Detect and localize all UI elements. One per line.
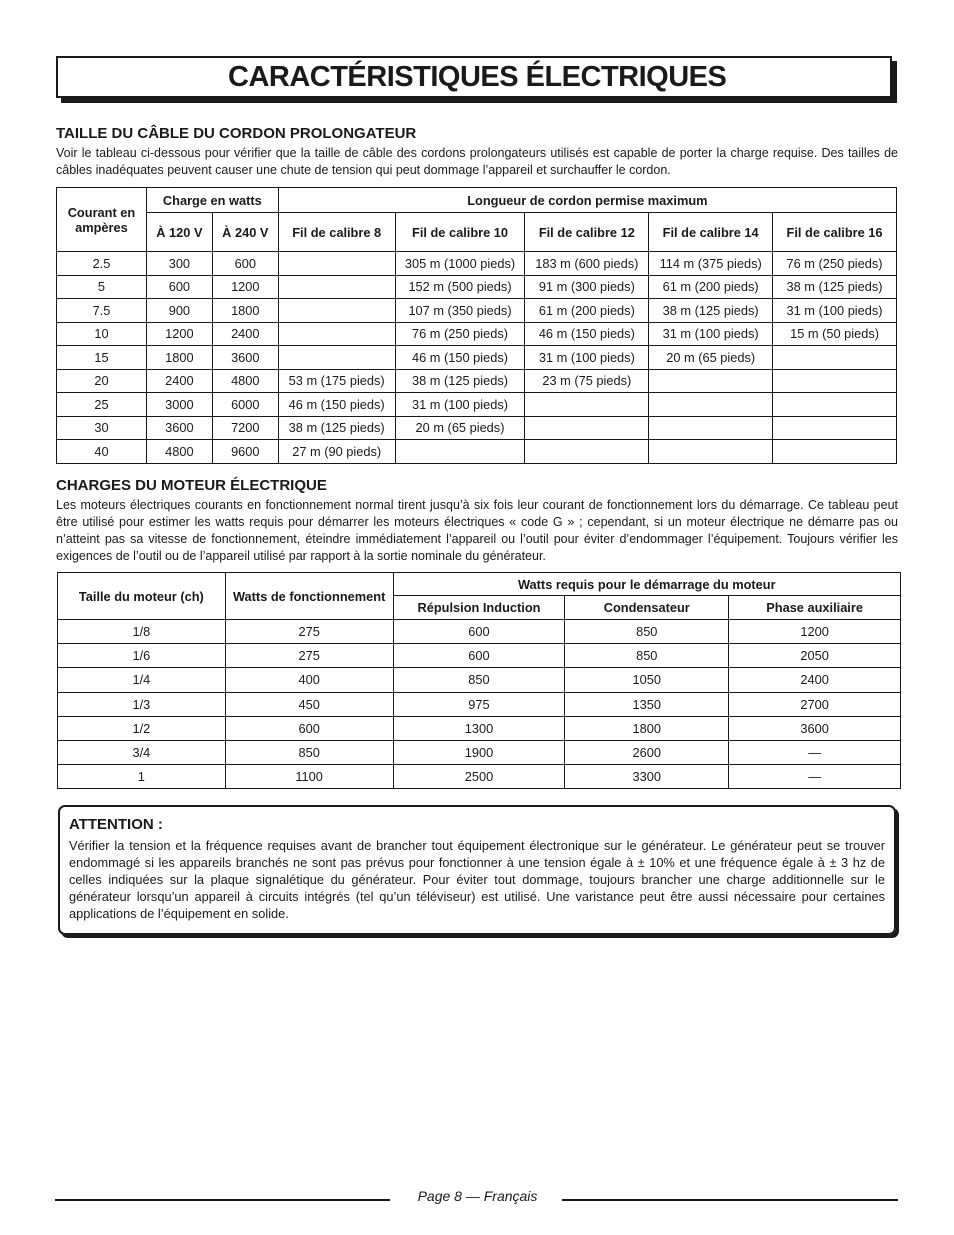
table-cell: 2400: [146, 369, 212, 393]
table-cell: 46 m (150 pieds): [278, 393, 395, 417]
table-cell: 1800: [565, 716, 729, 740]
cord-heading: TAILLE DU CÂBLE DU CORDON PROLONGATEUR: [56, 125, 417, 142]
table-cell: 850: [225, 740, 393, 764]
header-length: Longueur de cordon permise maximum: [278, 188, 896, 213]
table-cell: —: [729, 740, 901, 764]
table-cell: —: [729, 765, 901, 789]
table-cell: [525, 440, 649, 464]
table-row: [58, 765, 901, 789]
table-row: [57, 252, 897, 276]
table-cell: 31 m (100 pieds): [395, 393, 525, 417]
header-gauge-10: Fil de calibre 10: [395, 213, 525, 252]
table-cell: 1/8: [58, 620, 226, 644]
table-cell: 76 m (250 pieds): [773, 252, 897, 276]
header-motor-size: Taille du moteur (ch): [58, 573, 226, 620]
table-row: [57, 322, 897, 346]
table-cell: 23 m (75 pieds): [525, 369, 649, 393]
header-repulsion: Répulsion Induction: [393, 596, 565, 620]
table-cell: 1200: [729, 620, 901, 644]
table-cell: 61 m (200 pieds): [649, 275, 773, 299]
table-cell: 31 m (100 pieds): [773, 299, 897, 323]
table-cell: 600: [146, 275, 212, 299]
table-cell: 10: [57, 322, 147, 346]
table-cell: 600: [212, 252, 278, 276]
table-cell: 9600: [212, 440, 278, 464]
attention-box: [58, 805, 896, 935]
table-row: [58, 692, 901, 716]
cord-intro: Voir le tableau ci-dessous pour vérifier que la taille de câble des cordons prolongateurs utilisés est capable de porter la charge requise. Des tailles de câbles inadéquates peuvent causer une chute de tension qui peut dommage l’appareil et surchauffer le cordon.: [56, 146, 898, 177]
table-cell: 30: [57, 416, 147, 440]
table-cell: [525, 416, 649, 440]
table-cell: 5: [57, 275, 147, 299]
table-cell: 4800: [212, 369, 278, 393]
table-cell: 1350: [565, 692, 729, 716]
table-cell: 20 m (65 pieds): [395, 416, 525, 440]
table-cell: 15: [57, 346, 147, 370]
table-cell: [649, 393, 773, 417]
table-row: [57, 393, 897, 417]
footer-rule-right: [562, 1199, 898, 1201]
table-cell: 46 m (150 pieds): [525, 322, 649, 346]
header-amps: Courant en ampères: [57, 188, 147, 252]
table-cell: 27 m (90 pieds): [278, 440, 395, 464]
table-cell: 7.5: [57, 299, 147, 323]
table-cell: 76 m (250 pieds): [395, 322, 525, 346]
table-cell: 1/4: [58, 668, 226, 692]
table-cell: 275: [225, 620, 393, 644]
table-cell: [649, 440, 773, 464]
attention-text: Vérifier la tension et la fréquence requises avant de brancher tout équipement électronique sur le générateur. Le générateur peut se trouver endommagé si les appareils branchés ne sont pas prévus pour fonctionner à une tension égale à ± 10% et une fréquence égale à ± 3 hz de celles indiquées sur la plaque signalétique du générateur. Pour éviter tout dommage, toujours brancher une charge additionnelle sur le générateur lorsqu’un appareil à circuits intégrés (tel qu’un téléviseur) est utilisé. Une varistance peut être aussi nécessaire pour certaines applications de l’équipement en solide.: [69, 838, 885, 921]
table-row: [58, 740, 901, 764]
table-cell: [649, 416, 773, 440]
header-split-phase: Phase auxiliaire: [729, 596, 901, 620]
table-cell: 1/6: [58, 644, 226, 668]
table-cell: 900: [146, 299, 212, 323]
table-cell: 7200: [212, 416, 278, 440]
table-row: [57, 416, 897, 440]
page-footer: Page 8 — Français: [417, 1188, 538, 1204]
table-cell: 40: [57, 440, 147, 464]
table-cell: 3600: [212, 346, 278, 370]
table-cell: [773, 346, 897, 370]
table-cell: 400: [225, 668, 393, 692]
table-cell: 600: [225, 716, 393, 740]
table-cell: 46 m (150 pieds): [395, 346, 525, 370]
table-cell: 91 m (300 pieds): [525, 275, 649, 299]
table-cell: 3600: [729, 716, 901, 740]
table-cell: 3/4: [58, 740, 226, 764]
table-cell: 275: [225, 644, 393, 668]
table-cell: 1300: [393, 716, 565, 740]
table-cell: 20 m (65 pieds): [649, 346, 773, 370]
table-cell: 38 m (125 pieds): [278, 416, 395, 440]
cord-section: [56, 125, 898, 179]
table-cell: 152 m (500 pieds): [395, 275, 525, 299]
table-cell: [278, 322, 395, 346]
table-cell: [278, 275, 395, 299]
table-cell: [278, 299, 395, 323]
header-240v: À 240 V: [212, 213, 278, 252]
table-row: [58, 644, 901, 668]
table-cell: 6000: [212, 393, 278, 417]
table-cell: 1800: [146, 346, 212, 370]
table-cell: 2400: [212, 322, 278, 346]
table-cell: [773, 393, 897, 417]
table-row: [58, 668, 901, 692]
table-cell: 1100: [225, 765, 393, 789]
table-cell: 1050: [565, 668, 729, 692]
table-cell: 61 m (200 pieds): [525, 299, 649, 323]
table-cell: 850: [565, 644, 729, 668]
table-cell: [773, 416, 897, 440]
table-cell: 600: [393, 644, 565, 668]
table-cell: 1/3: [58, 692, 226, 716]
title-banner: [56, 56, 892, 98]
table-cell: 305 m (1000 pieds): [395, 252, 525, 276]
table-row: [58, 620, 901, 644]
header-running-watts: Watts de fonctionnement: [225, 573, 393, 620]
table-cell: 2500: [393, 765, 565, 789]
table-cell: 3600: [146, 416, 212, 440]
table-cell: 2050: [729, 644, 901, 668]
table-cell: 1: [58, 765, 226, 789]
table-cell: 38 m (125 pieds): [649, 299, 773, 323]
table-row: [57, 440, 897, 464]
table-cell: [773, 369, 897, 393]
table-cell: 3300: [565, 765, 729, 789]
attention-heading: ATTENTION :: [69, 816, 163, 833]
table-cell: 31 m (100 pieds): [649, 322, 773, 346]
table-cell: 38 m (125 pieds): [395, 369, 525, 393]
table-cell: [278, 346, 395, 370]
header-gauge-12: Fil de calibre 12: [525, 213, 649, 252]
table-cell: [649, 369, 773, 393]
table-cell: 107 m (350 pieds): [395, 299, 525, 323]
page-title: CARACTÉRISTIQUES ÉLECTRIQUES: [228, 60, 727, 93]
table-cell: [395, 440, 525, 464]
table-cell: 53 m (175 pieds): [278, 369, 395, 393]
table-cell: [525, 393, 649, 417]
header-watts: Charge en watts: [146, 188, 278, 213]
table-cell: 38 m (125 pieds): [773, 275, 897, 299]
table-cell: 2600: [565, 740, 729, 764]
table-cell: 114 m (375 pieds): [649, 252, 773, 276]
table-row: [57, 275, 897, 299]
cord-table: [56, 187, 897, 464]
table-cell: 2.5: [57, 252, 147, 276]
table-cell: 3000: [146, 393, 212, 417]
table-row: [57, 369, 897, 393]
table-cell: [773, 440, 897, 464]
table-cell: 300: [146, 252, 212, 276]
header-gauge-16: Fil de calibre 16: [773, 213, 897, 252]
table-row: [58, 716, 901, 740]
table-cell: 25: [57, 393, 147, 417]
table-cell: 1900: [393, 740, 565, 764]
table-cell: 975: [393, 692, 565, 716]
table-cell: 850: [565, 620, 729, 644]
header-120v: À 120 V: [146, 213, 212, 252]
table-cell: [278, 252, 395, 276]
header-starting-watts: Watts requis pour le démarrage du moteur: [393, 573, 900, 596]
table-cell: 183 m (600 pieds): [525, 252, 649, 276]
motor-section: [56, 477, 898, 565]
table-cell: 2700: [729, 692, 901, 716]
motor-heading: CHARGES DU MOTEUR ÉLECTRIQUE: [56, 477, 327, 494]
table-cell: 4800: [146, 440, 212, 464]
table-cell: 1/2: [58, 716, 226, 740]
table-cell: 31 m (100 pieds): [525, 346, 649, 370]
footer-rule-left: [55, 1199, 390, 1201]
table-cell: 1200: [146, 322, 212, 346]
table-cell: 850: [393, 668, 565, 692]
header-gauge-8: Fil de calibre 8: [278, 213, 395, 252]
table-cell: 1800: [212, 299, 278, 323]
motor-intro: Les moteurs électriques courants en fonctionnement normal tirent jusqu’à six fois leur courant de fonctionnement lors du démarrage. Ce tableau peut être utilisé pour estimer les watts requis pour démarrer les moteurs électriques « code G » ; cependant, si un moteur électrique ne démarre pas ou n’atteint pas sa vitesse de fonctionnement, éteindre immédiatement l’appareil ou l’outil pour éviter d’endommager l’équipement. Toujours vérifier les exigences de l’outil ou de l’appareil utilisé par rapport à la sortie nominale du générateur.: [56, 498, 898, 563]
table-cell: 15 m (50 pieds): [773, 322, 897, 346]
table-cell: 20: [57, 369, 147, 393]
header-capacitor: Condensateur: [565, 596, 729, 620]
motor-table: [57, 572, 901, 789]
table-row: [57, 299, 897, 323]
header-gauge-14: Fil de calibre 14: [649, 213, 773, 252]
table-cell: 1200: [212, 275, 278, 299]
table-row: [57, 346, 897, 370]
table-cell: 450: [225, 692, 393, 716]
table-cell: 600: [393, 620, 565, 644]
table-cell: 2400: [729, 668, 901, 692]
